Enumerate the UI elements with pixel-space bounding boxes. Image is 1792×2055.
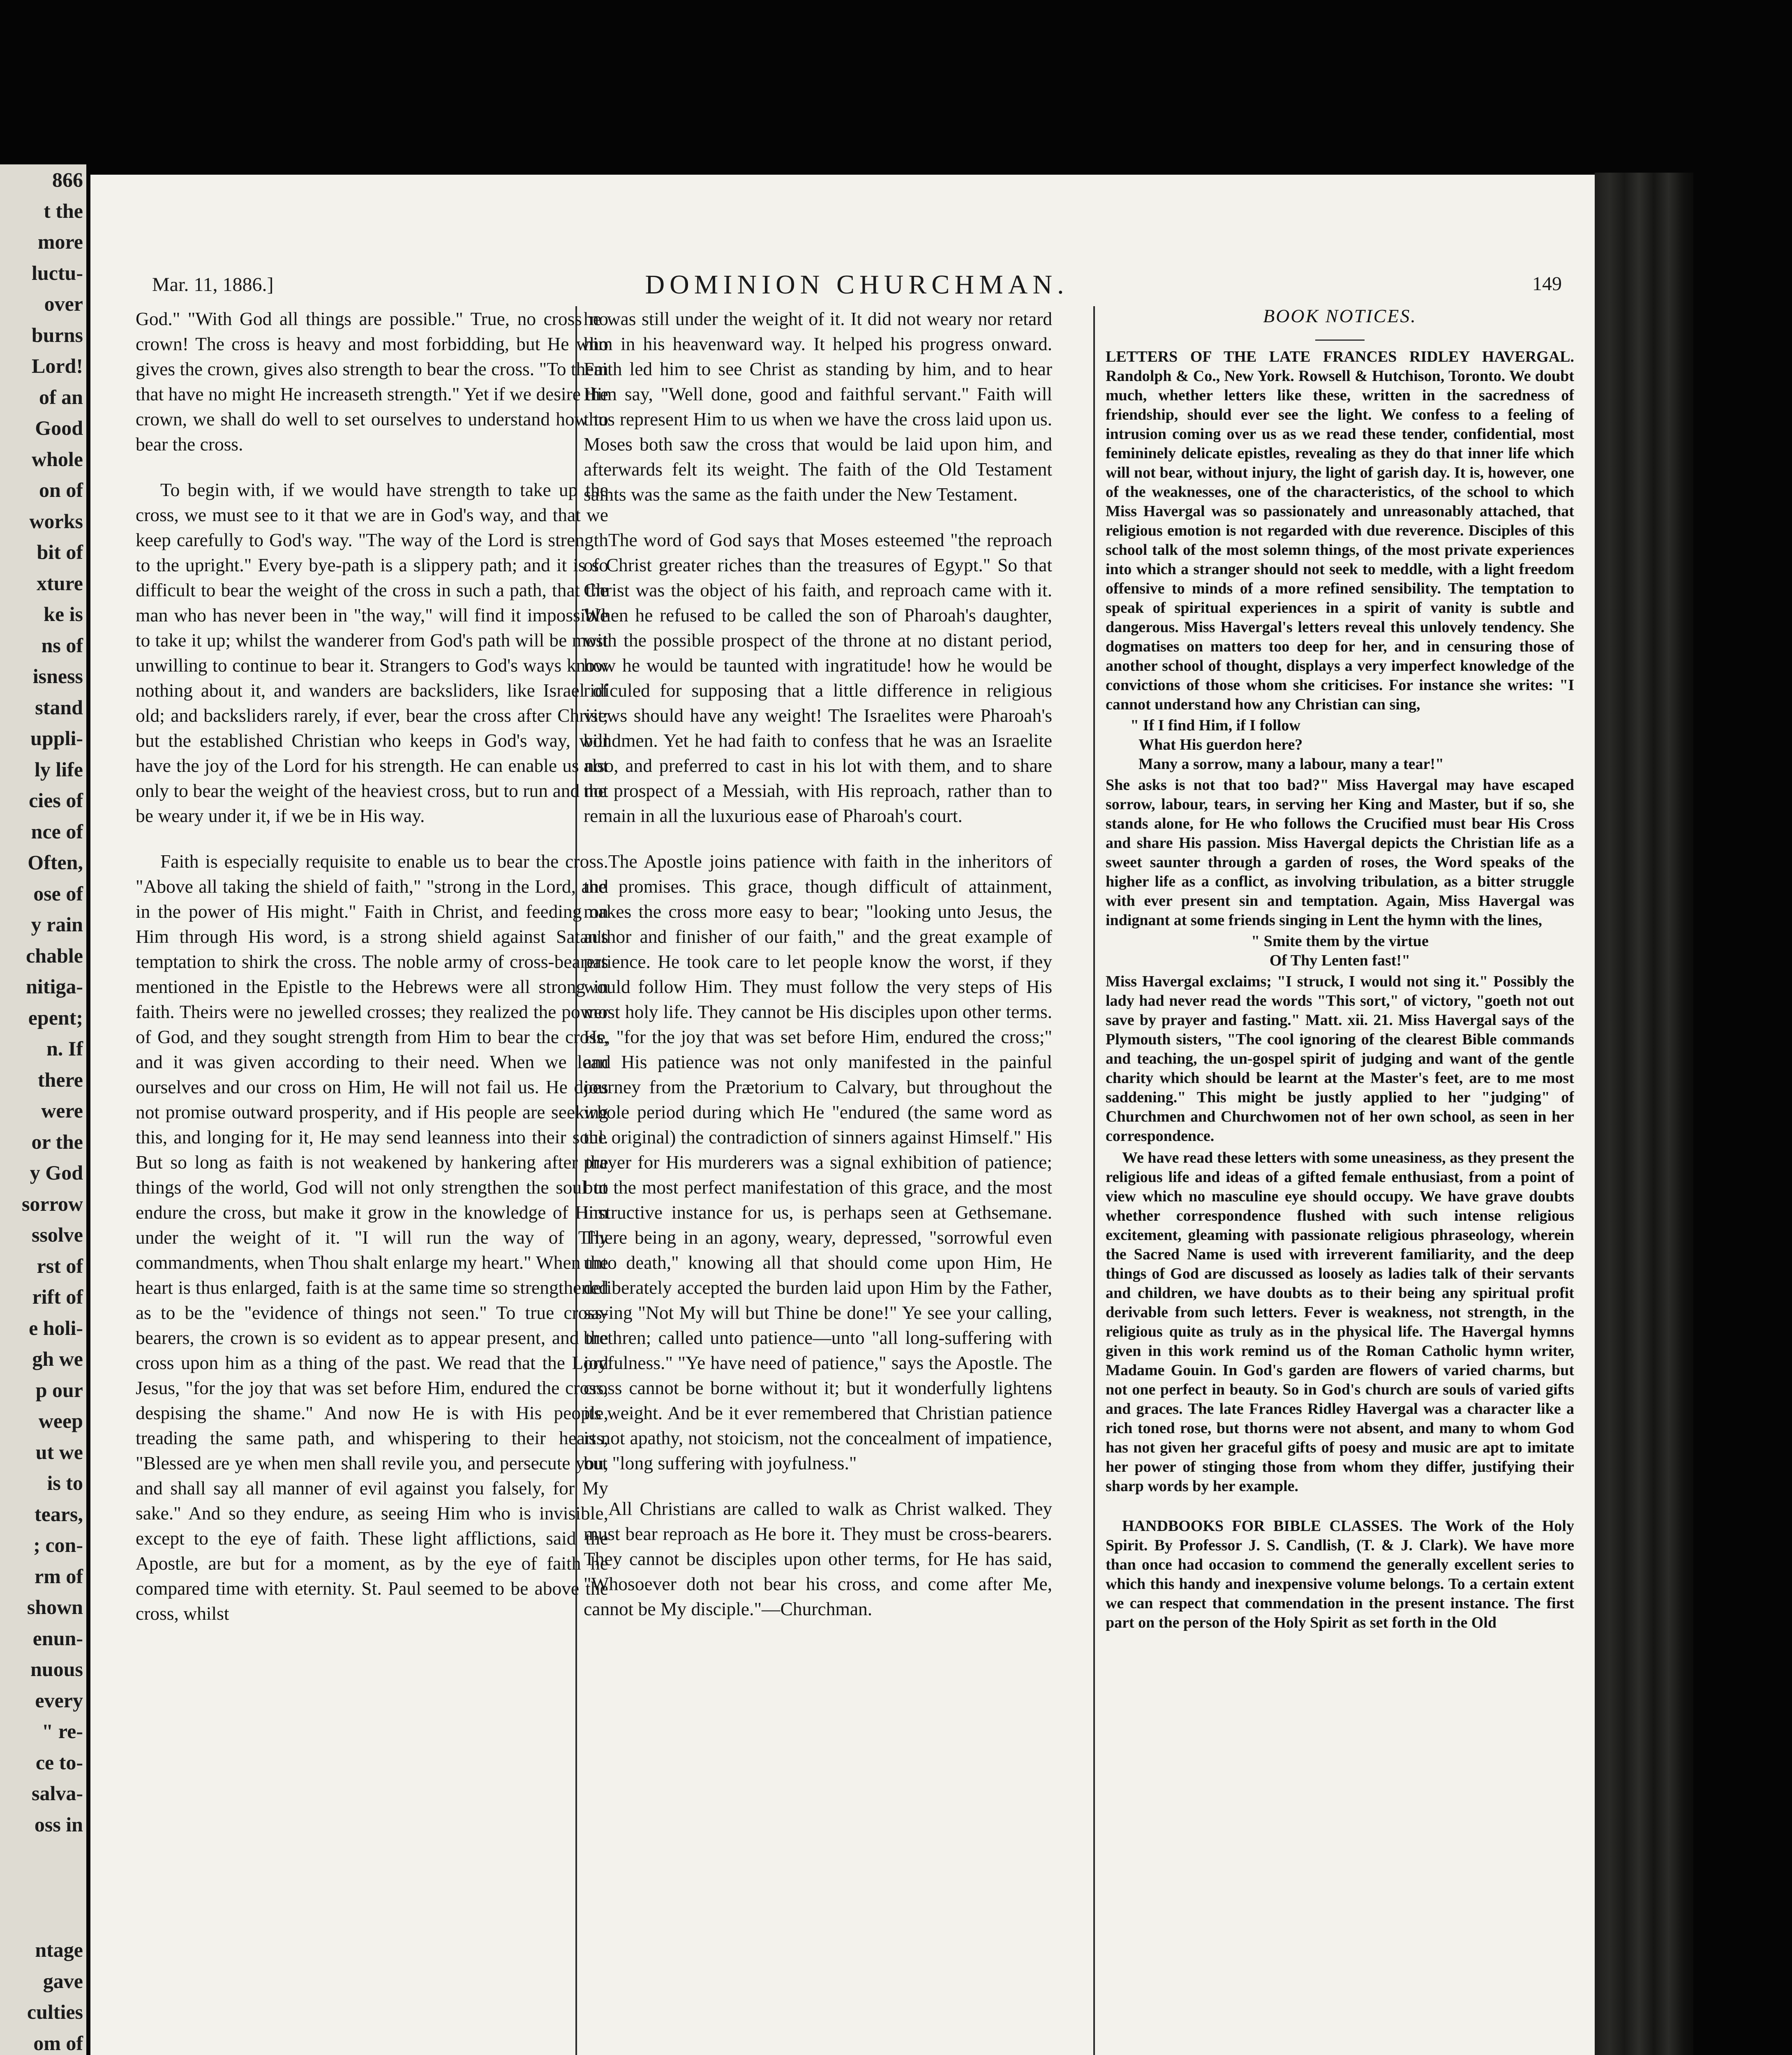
edge-text-line: burns <box>31 323 83 346</box>
edge-text-line: is to <box>47 1471 83 1494</box>
edge-text-line: p our <box>35 1378 83 1402</box>
edge-text-line: culties <box>27 2000 83 2023</box>
left-page-text-top <box>1 164 83 1840</box>
book-page-edges <box>1595 173 1693 2055</box>
edge-text-line: ut we <box>35 1440 83 1464</box>
edge-text-line: ns of <box>41 633 83 657</box>
edge-text-line: xture <box>37 571 83 595</box>
column-1-article <box>136 306 608 2055</box>
edge-text-line: Good <box>35 416 83 439</box>
article-paragraph: The Apostle joins patience with faith in the inheritors of the promises. This grace, though difficult of attainment, makes the cross more easy to bear; "looking unto Jesus, the author and finisher of our faith," and the great example of patience. He took care to let people know the worst, if they would follow Him. They must follow the very steps of His most holy life. They cannot be His disciples upon other terms. He, "for the joy that was set before Him, endured the cross;" and His patience was not only manifested in the painful journey from the Prætorium to Calvary, but throughout the whole period during which He "endured (the same word as the original) the contradiction of sinners against Himself." His prayer for His murderers was a signal exhibition of patience; but the most perfect manifestation of this grace, and the most instructive instance for us, is perhaps seen at Gethsemane. There being in an agony, weary, depressed, "sorrowful even unto death," knowing all that should come upon Him, He deliberately accepted the burden laid upon Him by the Father, saying "Not My will but Thine be done!" Ye see your calling, brethren; called unto patience—unto "all long-suffering with joyfulness." "Ye have need of patience," says the Apostle. The cross cannot be borne without it; but it wonderfully lightens its weight. And be it ever remembered that Christian patience is not apathy, not stoicism, not the concealment of impatience, but "long suffering with joyfulness." <box>584 851 1052 1473</box>
edge-text-line: ntage <box>35 1938 83 1961</box>
edge-text-line: every <box>35 1688 83 1712</box>
review-paragraph: HANDBOOKS FOR BIBLE CLASSES. The Work of the Holy Spirit. By Professor J. S. Candlish, (T. & J. Clark). We have more than once had occasion to commend the generally excellent series to which this handy and inexpensive volume belongs. To a certain extent we can respect that commendation in the present instance. The first part on the person of the Holy Spirit as set forth in the Old <box>1106 1517 1574 1631</box>
edge-text-line: nuous <box>30 1658 83 1681</box>
article-paragraph: To begin with, if we would have strength to take up the cross, we must see to it that we are in God's way, and that we keep carefully to God's way. "The way of the Lord is strength to the upright." Every bye-path is a slippery path; and it is so difficult to bear the weight of the cross in such a path, that the man who has never been in "the way," will find it impossible to take it up; whilst the wanderer from God's path will be most unwilling to continue to bear it. Strangers to God's ways know nothing about it, and wanders are backsliders, like Israel of old; and backsliders rarely, if ever, bear the cross after Christ; but the established Christian who keeps in God's way, will have the joy of the Lord for his strength. He can enable us not only to bear the weight of the heaviest cross, but to run and not be weary under it, if we be in His way. <box>136 479 608 826</box>
edge-text-line: Lord! <box>32 354 83 377</box>
edge-text-line: enun- <box>32 1626 83 1650</box>
review-paragraph: She asks is not that too bad?" Miss Havergal may have escaped sorrow, labour, tears, in serving her King and Master, but if so, she stands alone, for He who follows the Crucified must bear His Cross and share His passion. Miss Havergal depicts the Christian life as a sweet saunter through a garden of roses, the Word speaks of the higher life as a conflict, as involving tribulation, as a bitter struggle with ever present sin and temptation. Again, Miss Havergal was indignant at some friends singing in Lent the hymn with the lines, <box>1106 776 1574 929</box>
column-2-article <box>584 306 1052 2055</box>
verse-line: Many a sorrow, many a labour, many a tear!" <box>1138 755 1444 773</box>
page-number: 149 <box>1532 273 1562 295</box>
edge-text-line: 866 <box>52 168 83 191</box>
newspaper-page <box>90 175 1595 2055</box>
edge-text-line: sorrow <box>21 1192 83 1215</box>
edge-text-line: epent; <box>28 1006 83 1029</box>
edge-text-line: ce to- <box>35 1750 83 1774</box>
edge-text-line: stand <box>35 695 83 719</box>
section-title: BOOK NOTICES. <box>1263 306 1417 326</box>
edge-text-line: bit of <box>37 540 83 563</box>
edge-text-line: salva- <box>32 1782 83 1805</box>
edge-text-line: Often, <box>28 851 83 874</box>
article-paragraph: he was still under the weight of it. It did not weary nor retard him in his heavenward way. It helped his progress onward. Faith led him to see Christ as standing by him, and to hear Him say, "Well done, good and faithful servant." Faith will thus represent Him to us when we have the cross laid upon us. Moses both saw the cross that would be laid upon him, and afterwards felt its weight. The faith of the Old Testament saints was the same as the faith under the New Testament. <box>584 308 1052 505</box>
edge-text-line: uppli- <box>30 727 83 750</box>
verse-line: Of Thy Lenten fast!" <box>1269 952 1411 969</box>
edge-text-line: rm of <box>35 1564 83 1588</box>
verse-line: " Smite them by the virtue <box>1251 933 1429 950</box>
issue-date: Mar. 11, 1886.] <box>152 274 274 296</box>
edge-text-line: n. If <box>46 1037 83 1060</box>
edge-text-line: ; con- <box>33 1533 83 1556</box>
edge-text-line: e holi- <box>29 1316 83 1339</box>
verse-line: What His guerdon here? <box>1138 736 1303 753</box>
edge-text-line: luctu- <box>32 261 83 284</box>
edge-text-line: whole <box>32 447 83 471</box>
review-paragraph: We have read these letters with some uneasiness, as they present the religious life and ideas of a gifted female enthusiast, from a point of view which no masculine eye should occupy. We have grave doubts whether correspondence flushed with such intense religious excitement, gleaming with passionate religious phraseology, wherein the Sacred Name is used with irreverent familiarity, and the deep things of God are discussed as loosely as ladies talk of their servants and children, we have doubts as to their being any spiritual profit derivable from such letters. Fever is weakness, not strength, in the religious quite as truly as in the physical life. The Havergal hymns given in this work remind us of the Roman Catholic hymn writer, Madame Gouin. In God's garden are flowers of varied charms, but not one perfect in beauty. So in God's church are souls of varied gifts and graces. The late Frances Ridley Havergal was a character like a rich toned rose, but thorns were not absent, and many to whom God has not given her graceful gifts of poesy and music are apt to imitate her power of stinging those from whom they differ, justifying their sharp words by her example. <box>1106 1149 1574 1495</box>
section-divider <box>1315 339 1365 341</box>
verse-line: " If I find Him, if I follow <box>1130 717 1300 734</box>
edge-text-line: nce of <box>31 820 83 843</box>
edge-text-line: of an <box>39 385 83 409</box>
edge-text-line: or the <box>31 1130 83 1153</box>
edge-text-line: t the <box>44 199 83 222</box>
left-page-text-bottom <box>1 1935 83 2055</box>
edge-text-line: isness <box>32 665 83 688</box>
page-header <box>152 269 1562 302</box>
article-paragraph: Faith is especially requisite to enable us to bear the cross. "Above all taking the shield of faith," "strong in the Lord, and in the power of His might." Faith in Christ, and feeding on Him through His word, is a strong shield against Satan's temptation to shirk the cross. The noble army of cross-bearers mentioned in the Epistle to the Hebrews were all strong in faith. Theirs were no jewelled crosses; they realized the power of God, and they sought strength from Him to bear the cross, and it was given according to their need. When we lean ourselves and our cross on Him, He will not fail us. He does not promise outward prosperity, and if His people are seeking this, and longing for it, He may send leanness into their soul. But so long as faith is not weakened by hankering after the things of the world, God will not only strengthen the soul to endure the cross, but make it grow in the knowledge of Him under the weight of it. "I will run the way of Thy commandments, when Thou shalt enlarge my heart." When the heart is thus enlarged, faith is at the same time so strengthened as to be the "evidence of things not seen." To true cross-bearers, the crown is so evident as to appear present, and the cross upon him as a thing of the past. We read that the Lord Jesus, "for the joy that was set before Him, endured the cross, despising the shame." And now He is with His people, treading the same path, and whispering to their hearts, "Blessed are ye when men shall revile you, and persecute you, and shall say all manner of evil against you falsely, for My sake." And so they endure, as seeing Him who is invisible, except to the eye of faith. These light afflictions, said the Apostle, are but for a moment, as by the eye of faith he compared time with eternity. St. Paul seemed to be above the cross, whilst <box>136 851 608 1624</box>
review-paragraph: LETTERS OF THE LATE FRANCES RIDLEY HAVERGAL. Randolph & Co., New York. Rowsell & Hutchison, Toronto. We doubt much, whether letters like these, written in the sacredness of friendship, should ever see the light. We confess to a feeling of intrusion coming over us as we read these tender, confidential, most femininely delicate epistles, revealing as they do that inner life which will not bear, without injury, the light of garish day. It is, however, one of the weaknesses, one of the characteristics, of the school to which Miss Havergal was so passionately and unreasonably attached, that religious emotion is not regarded with due reverence. Disciples of this school talk of the most solemn things, of the most private experiences into which a stranger should not seek to meddle, with a light freedom offensive to minds of a more refined sensibility. The temptation to speak of spiritual experiences in a spirit of vanity is subtle and dangerous. Miss Havergal's letters reveal this unlovely tendency. She dogmatises on matters too deep for her, and in censuring those of another school of thought, displays a very imperfect knowledge of the convictions of those whom she criticises. For instance she writes: "I cannot understand how any Christian can sing, <box>1106 348 1574 713</box>
edge-text-line: ose of <box>33 882 83 905</box>
edge-text-line: cies of <box>29 789 83 812</box>
edge-text-line: ke is <box>44 603 83 626</box>
quoted-verse <box>1130 716 1574 774</box>
edge-text-line: on of <box>39 478 83 501</box>
edge-text-line: shown <box>27 1596 83 1619</box>
masthead-title: DOMINION CHURCHMAN. <box>645 270 1069 300</box>
edge-text-line: gh we <box>32 1347 83 1370</box>
edge-text-line: ly life <box>34 757 83 781</box>
column-rule-2 <box>1093 306 1095 2055</box>
left-facing-page <box>0 164 86 2055</box>
article-paragraph: The word of God says that Moses esteemed "the reproach of Christ greater riches than the treasures of Egypt." So that Christ was the object of his faith, and reproach came with it. When he refused to be called the son of Pharoah's daughter, with the possible prospect of the throne at no distant period, how he would be taunted with ingratitude! how he would be ridiculed for supposing that a little difference in religious views should have any weight! The Israelites were Pharoah's bondmen. Yet he had faith to confess that he was an Israelite also, and preferred to cast in his lot with them, and to share the prospect of a Messiah, with His reproach, rather than to remain in all the luxurious ease of Pharoah's court. <box>584 529 1052 826</box>
article-paragraph: God." "With God all things are possible." True, no cross no crown! The cross is heavy and most forbidding, but He who gives the crown, gives also strength to bear the cross. "To them that have no might He increaseth strength." Yet if we desire the crown, we shall do well to set ourselves to understand how to bear the cross. <box>136 308 608 455</box>
edge-text-line: chable <box>26 944 83 967</box>
edge-text-line: over <box>44 292 83 315</box>
edge-text-line: more <box>37 230 83 253</box>
edge-text-line: oss in <box>34 1813 83 1836</box>
edge-text-line: " re- <box>42 1720 83 1743</box>
edge-text-line: y rain <box>31 913 83 936</box>
edge-text-line: y God <box>30 1161 83 1184</box>
left-page-edge-text <box>1 164 83 2055</box>
edge-text-line: ssolve <box>32 1223 83 1246</box>
quoted-verse <box>1106 932 1574 970</box>
edge-text-line: rst of <box>37 1254 83 1277</box>
edge-text-line: nitiga- <box>26 975 83 998</box>
article-paragraph: All Christians are called to walk as Christ walked. They must bear reproach as He bore it. They must be cross-bearers. They cannot be disciples upon other terms, for He has said, "Whosoever doth not bear his cross, and come after Me, cannot be My disciple."—Churchman. <box>584 1498 1052 1619</box>
edge-text-line: om of <box>33 2031 83 2055</box>
edge-text-line: weep <box>38 1409 83 1432</box>
column-3-book-notices <box>1106 306 1574 2055</box>
review-paragraph: Miss Havergal exclaims; "I struck, I would not sing it." Possibly the lady had never read the words "This sort," of victory, "goeth not out save by prayer and fasting." Matt. xii. 21. Miss Havergal says of the Plymouth sisters, "The cool ignoring of the clearest Bible commands and teaching, the un-gospel spirit of judging and want of the gentle charity which should be learnt at the Master's feet, are to me most saddening." This might be justly applied to her "judging" of Churchmen and Churchwomen not of her own school, as seen in her correspondence. <box>1106 973 1574 1145</box>
edge-text-line: gave <box>43 1969 83 1993</box>
edge-text-line: there <box>37 1068 83 1091</box>
edge-text-line: rift of <box>32 1285 83 1308</box>
edge-text-line: tears, <box>35 1502 83 1526</box>
edge-text-line: works <box>29 509 83 533</box>
edge-text-line: were <box>41 1099 83 1122</box>
